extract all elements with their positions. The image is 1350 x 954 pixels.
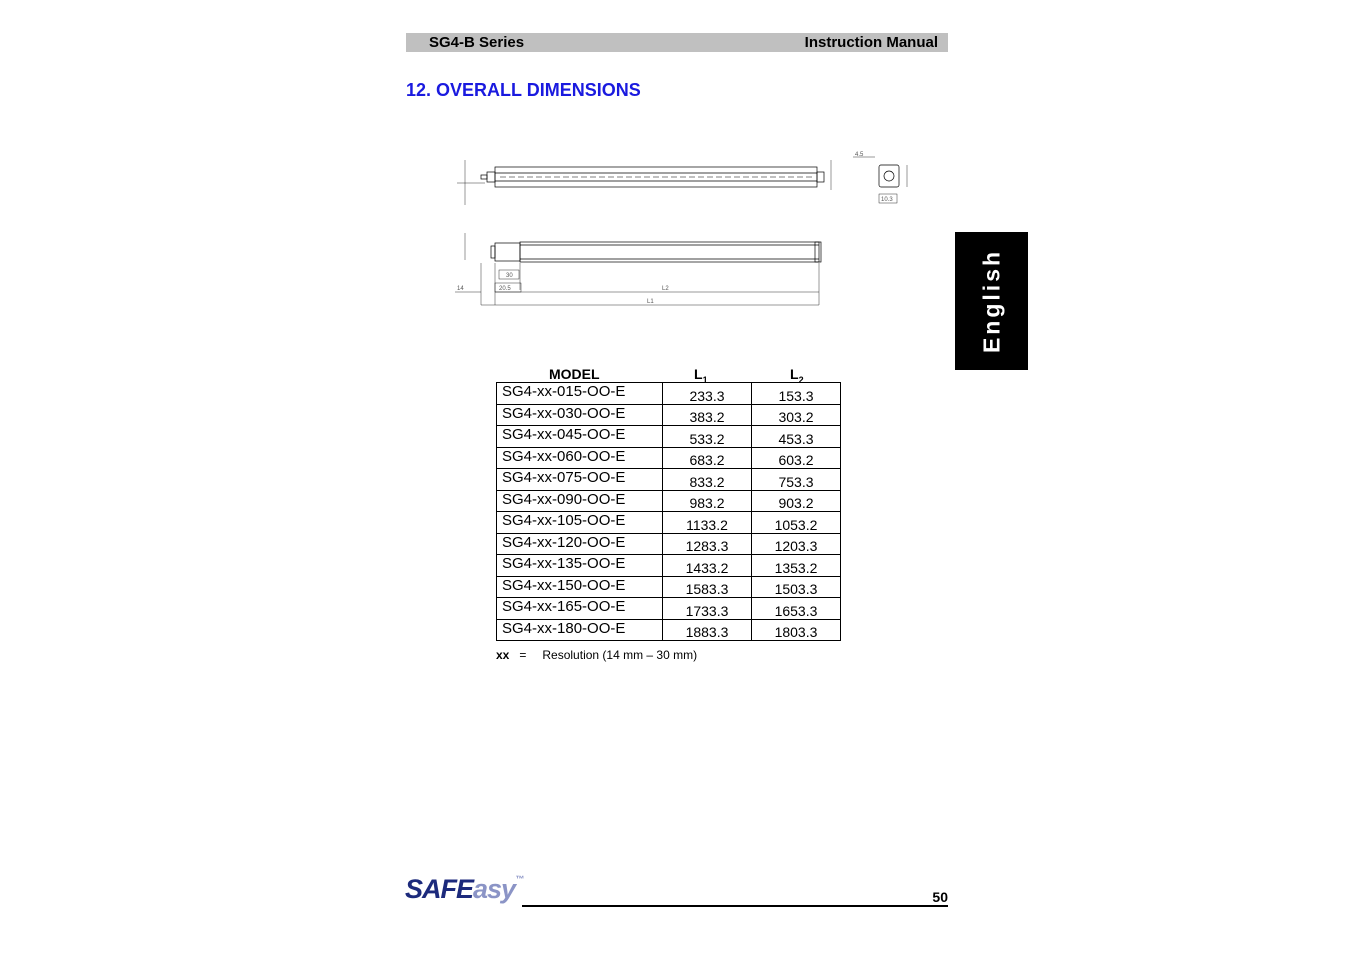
cell-l1: 383.2 xyxy=(663,404,752,426)
cell-l1: 1733.3 xyxy=(663,598,752,620)
header-series: SG4-B Series xyxy=(429,34,525,51)
cell-model: SG4-xx-090-OO-E xyxy=(497,490,663,512)
cell-l2: 1353.2 xyxy=(752,555,841,577)
cell-l2: 1503.3 xyxy=(752,576,841,598)
dim-label: 30 xyxy=(506,273,513,279)
table-row xyxy=(497,383,841,405)
dim-label: 20.5 xyxy=(499,286,511,292)
cell-model: SG4-xx-135-OO-E xyxy=(497,555,663,577)
col-header-l1: $L_1$ xyxy=(694,366,708,385)
cell-model: SG4-xx-165-OO-E xyxy=(497,598,663,620)
cell-model: SG4-xx-180-OO-E xyxy=(497,619,663,641)
cell-l1: 533.2 xyxy=(663,426,752,448)
table-row xyxy=(497,404,841,426)
cell-l2: 603.2 xyxy=(752,447,841,469)
cell-l1: 1283.3 xyxy=(663,533,752,555)
page-header xyxy=(406,33,948,52)
cell-l2: 1803.3 xyxy=(752,619,841,641)
table-row xyxy=(497,576,841,598)
cell-l1: 683.2 xyxy=(663,447,752,469)
page-number: 50 xyxy=(932,889,948,905)
dimensions-table xyxy=(496,382,841,641)
cell-model: SG4-xx-105-OO-E xyxy=(497,512,663,534)
header-manual: Instruction Manual xyxy=(804,34,938,51)
cell-l2: 903.2 xyxy=(752,490,841,512)
cell-model: SG4-xx-150-OO-E xyxy=(497,576,663,598)
cell-model: SG4-xx-015-OO-E xyxy=(497,383,663,405)
cell-model: SG4-xx-045-OO-E xyxy=(497,426,663,448)
safeasy-logo: SAFEasy™ xyxy=(405,874,524,904)
cell-l2: 153.3 xyxy=(752,383,841,405)
dim-label: 14 xyxy=(457,286,464,292)
dim-label: 4.5 xyxy=(855,152,864,158)
col-header-l2: $L_2$ xyxy=(790,366,804,385)
note-key: xx xyxy=(496,648,510,662)
cell-l1: 1133.2 xyxy=(663,512,752,534)
section-title: 12. OVERALL DIMENSIONS xyxy=(406,80,641,100)
table-row xyxy=(497,598,841,620)
cell-l2: 753.3 xyxy=(752,469,841,491)
table-row xyxy=(497,512,841,534)
dim-label: 10.3 xyxy=(881,197,893,203)
cell-l1: 1583.3 xyxy=(663,576,752,598)
cell-l2: 1203.3 xyxy=(752,533,841,555)
resolution-note xyxy=(496,648,697,662)
dim-label: L2 xyxy=(662,286,669,292)
col-header-model: MODEL xyxy=(549,366,600,382)
cell-l1: 1883.3 xyxy=(663,619,752,641)
cell-model: SG4-xx-075-OO-E xyxy=(497,469,663,491)
table-row xyxy=(497,533,841,555)
cell-l1: 983.2 xyxy=(663,490,752,512)
cell-model: SG4-xx-060-OO-E xyxy=(497,447,663,469)
cell-l2: 1653.3 xyxy=(752,598,841,620)
note-text: Resolution (14 mm – 30 mm) xyxy=(542,648,698,662)
note-eq: = xyxy=(519,648,527,662)
cell-l2: 1053.2 xyxy=(752,512,841,534)
table-row xyxy=(497,447,841,469)
table-row xyxy=(497,619,841,641)
cell-l2: 303.2 xyxy=(752,404,841,426)
cell-l2: 453.3 xyxy=(752,426,841,448)
footer-rule xyxy=(522,905,948,907)
cell-l1: 233.3 xyxy=(663,383,752,405)
table-row xyxy=(497,426,841,448)
cell-model: SG4-xx-120-OO-E xyxy=(497,533,663,555)
table-row xyxy=(497,469,841,491)
dim-label: L1 xyxy=(647,299,654,305)
table-row xyxy=(497,490,841,512)
language-tab xyxy=(955,232,1028,370)
cell-l1: 833.2 xyxy=(663,469,752,491)
language-tab-label: English xyxy=(978,248,1004,354)
table-row xyxy=(497,555,841,577)
cell-l1: 1433.2 xyxy=(663,555,752,577)
dimension-drawing xyxy=(445,145,925,310)
cell-model: SG4-xx-030-OO-E xyxy=(497,404,663,426)
